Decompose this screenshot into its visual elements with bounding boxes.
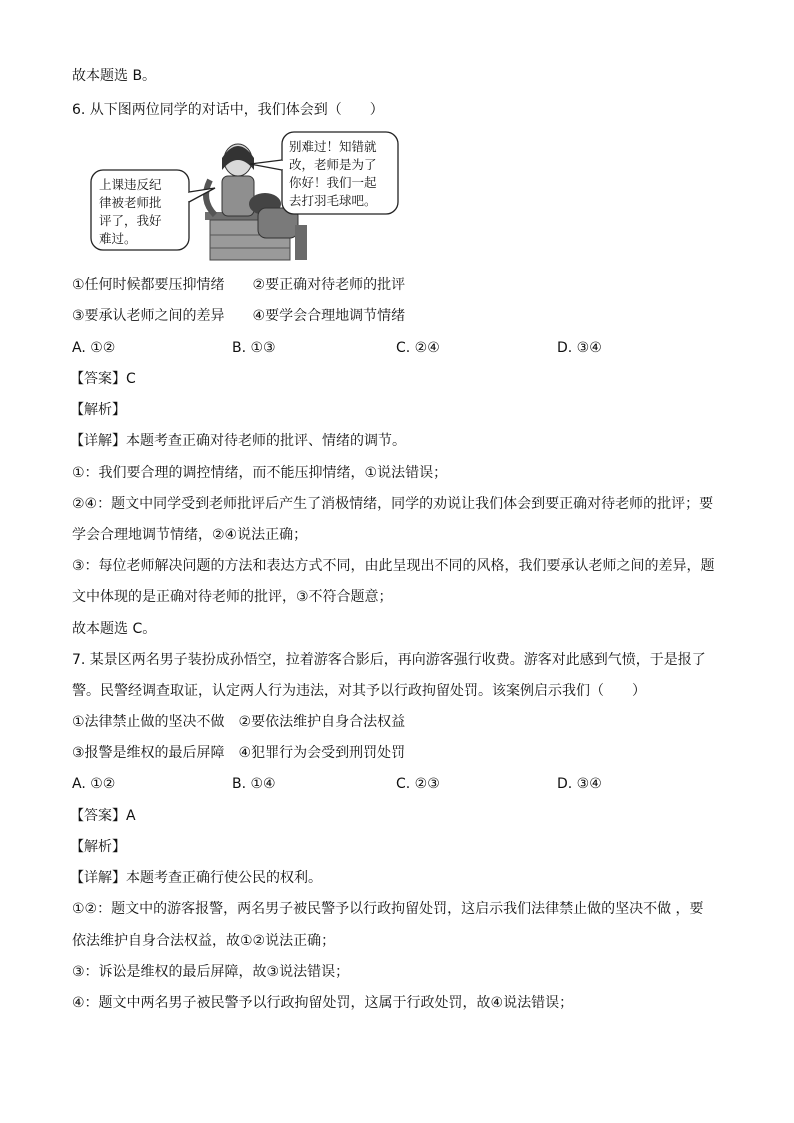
q7-answer: 【答案】A: [70, 808, 136, 824]
q6-detail-line: 文中体现的是正确对待老师的批评，③不符合题意；: [72, 589, 393, 605]
q7-statement-1-2: ①法律禁止做的坚决不做 ②要依法维护自身合法权益: [72, 714, 406, 730]
bubble-left-line-3: 评了，我好: [99, 213, 162, 228]
q6-detail-line: 学会合理地调节情绪，②④说法正确；: [72, 527, 308, 543]
bubble-left-line-1: 上课违反纪: [99, 177, 162, 192]
q7-analysis-label: 【解析】: [70, 839, 126, 855]
q6-option-b: B. ①③: [232, 340, 276, 356]
q7-option-c: C. ②③: [396, 776, 440, 792]
bubble-right-line-4: 去打羽毛球吧。: [289, 193, 377, 208]
q6-option-d: D. ③④: [557, 340, 602, 356]
q7-detail-line: 依法维护自身合法权益，故①②说法正确；: [72, 933, 336, 949]
bubble-right-line-3: 你好！我们一起: [289, 175, 377, 190]
bubble-left-line-4: 难过。: [99, 231, 137, 246]
q7-option-d: D. ③④: [557, 776, 602, 792]
q6-statement-1-2: ①任何时候都要压抑情绪 ②要正确对待老师的批评: [72, 277, 406, 293]
q7-detail-line: ③：诉讼是维权的最后屏障，故③说法错误；: [72, 964, 350, 980]
q7-detail-line: ④：题文中两名男子被民警予以行政拘留处罚，这属于行政处罚，故④说法错误；: [72, 995, 574, 1011]
q6-option-c: C. ②④: [396, 340, 440, 356]
question-6-stem: 6. 从下图两位同学的对话中，我们体会到（ ）: [72, 102, 384, 118]
question-7-stem-line-2: 警。民警经调查取证，认定两人行为违法，对其予以行政拘留处罚。该案例启示我们（ ）: [72, 683, 646, 699]
q6-detail-line: ③：每位老师解决问题的方法和表达方式不同，由此呈现出不同的风格，我们要承认老师之间的差异，题: [72, 558, 715, 574]
bubble-left-line-2: 律被老师批: [99, 195, 162, 210]
q6-conclusion: 故本题选 C。: [72, 621, 157, 637]
dialogue-illustration: [90, 130, 400, 265]
q6-detail-line: ①：我们要合理的调控情绪，而不能压抑情绪，①说法错误；: [72, 465, 448, 481]
q7-detail-line: ①②：题文中的游客报警，两名男子被民警予以行政拘留处罚，这启示我们法律禁止做的坚决不做 ，要: [72, 901, 704, 917]
q6-answer: 【答案】C: [70, 371, 136, 387]
q6-option-a: A. ①②: [72, 340, 116, 356]
q6-analysis-label: 【解析】: [70, 402, 126, 418]
q6-detail-line: ②④：题文中同学受到老师批评后产生了消极情绪，同学的劝说让我们体会到要正确对待老师的批评；要: [72, 496, 714, 512]
q7-detail-line: 【详解】本题考查正确行使公民的权利。: [70, 870, 322, 886]
bubble-right-line-1: 别难过！知错就: [289, 139, 377, 154]
question-7-stem-line-1: 7. 某景区两名男子装扮成孙悟空，拉着游客合影后，再向游客强行收费。游客对此感到气愤，于是报了: [72, 652, 706, 668]
q6-detail-line: 【详解】本题考查正确对待老师的批评、情绪的调节。: [70, 433, 406, 449]
q7-option-b: B. ①④: [232, 776, 276, 792]
q7-option-a: A. ①②: [72, 776, 116, 792]
q6-statement-3-4: ③要承认老师之间的差异 ④要学会合理地调节情绪: [72, 308, 406, 324]
bubble-right-line-2: 改，老师是为了: [289, 157, 377, 172]
previous-conclusion: 故本题选 B。: [72, 68, 157, 84]
q7-statement-3-4: ③报警是维权的最后屏障 ④犯罪行为会受到刑罚处罚: [72, 745, 406, 761]
